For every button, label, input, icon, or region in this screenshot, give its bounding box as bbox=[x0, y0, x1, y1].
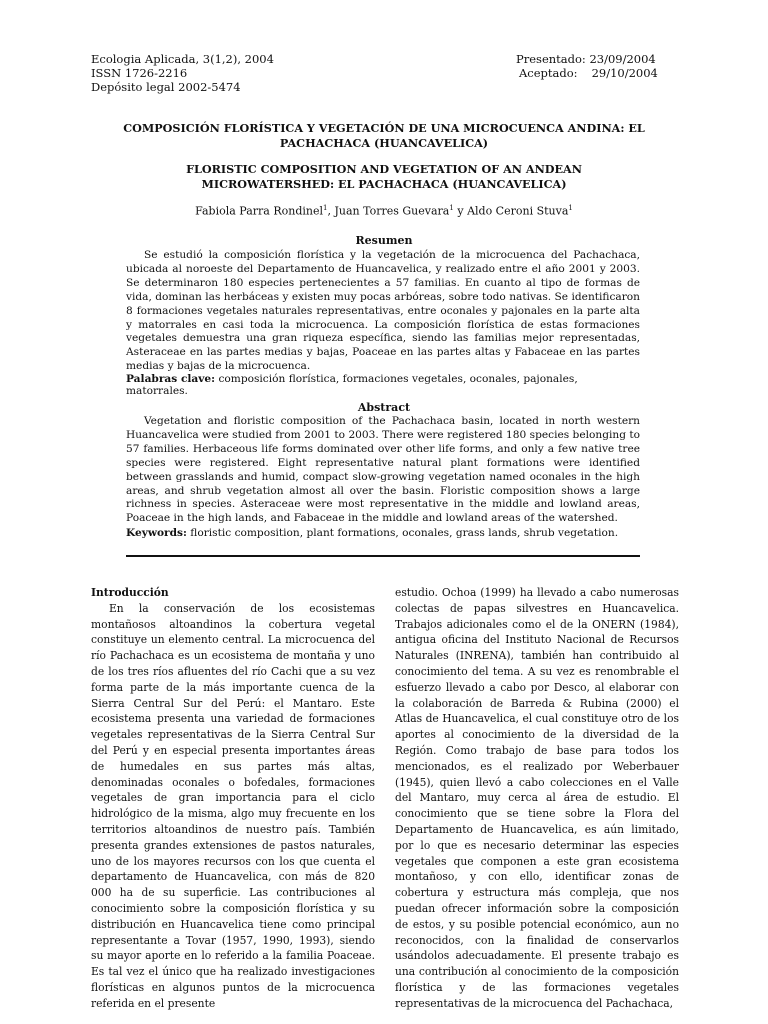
author-separator: y bbox=[453, 204, 468, 218]
issn: ISSN 1726-2216 bbox=[91, 66, 188, 81]
legal-deposit: Depósito legal 2002-5474 bbox=[91, 80, 241, 95]
resumen-text: Se estudió la composición florística y la vegetación de la microcuenca del Pachachaca, ubicada al noroeste del Departamento de Huancavelica, y realizado entre el año 2001 y 2003. Se determinaron 180 especies pertenecientes a 57 familias. En cuanto al tipo de formas de vida, dominan las herbáceas y existen muy pocas arbóreas, sobre todo nativas. Se identificaron 8 formaciones vegetales naturales representativas, entre oconales y pajonales en la parte alta y matorrales en casi toda la microcuenca. La composición florística de estas formaciones vegetales demuestra una gran riqueza específica, siendo las familias mejor representadas, Asteraceae en las partes medias y bajas, Poaceae en las partes altas y Fabaceae en las partes medias y bajas de la microcuenca. bbox=[126, 249, 640, 373]
journal-info bbox=[91, 52, 274, 95]
abstract-text: Vegetation and floristic composition of the Pachachaca basin, located in north western Huancavelica were studied from 2001 to 2003. There were registered 180 species belonging to 57 families. Herbaceous life forms dominated over other life forms, and only a few native tree species were registered. Eight representative natural plant formations were identified between grasslands and humid, compact slow-growing vegetation named oconales in the high areas, and shrub vegetation almost all over the basin. Floristic composition shows a large richness in species. Asteraceae were most representative in the middle and lowland areas, Poaceae in the high lands, and Fabaceae in the middle and lowland areas of the watershed. bbox=[126, 415, 640, 525]
title-spanish: COMPOSICIÓN FLORÍSTICA Y VEGETACIÓN DE UNA MICROCUENCA ANDINA: EL PACHACHACA (HUANCAVELICA) bbox=[123, 121, 645, 150]
accepted-date: 29/10/2004 bbox=[591, 66, 658, 81]
presented-label: Presentado: bbox=[516, 52, 586, 66]
author-2: Juan Torres Guevara bbox=[334, 204, 450, 218]
accepted-line bbox=[516, 66, 658, 80]
keywords bbox=[126, 527, 640, 539]
abstract-body bbox=[126, 415, 640, 526]
accepted-label: Aceptado: bbox=[519, 66, 578, 81]
intro-heading: Introducción bbox=[91, 586, 169, 599]
palabras-clave bbox=[126, 373, 640, 397]
author-1: Fabiola Parra Rondinel bbox=[195, 204, 324, 218]
presented-line bbox=[516, 52, 658, 66]
journal-citation: Ecologia Aplicada, 3(1,2), 2004 bbox=[91, 52, 274, 66]
keywords-text: floristic composition, plant formations, oconales, grass lands, shrub vegetation. bbox=[186, 527, 619, 539]
title-english: FLORISTIC COMPOSITION AND VEGETATION OF AN ANDEAN MICROWATERSHED: EL PACHACHACA (HUANCAVELICA) bbox=[186, 162, 582, 191]
resumen-heading: Resumen bbox=[355, 234, 413, 247]
author-3: Aldo Ceroni Stuva bbox=[467, 204, 569, 218]
palabras-clave-label: Palabras clave: bbox=[126, 373, 216, 385]
keywords-label: Keywords: bbox=[126, 527, 187, 539]
intro-left-text: En la conservación de los ecosistemas montañosos altoandinos la cobertura vegetal constituye un elemento central. La microcuenca del río Pachachaca es un ecosistema de montaña y uno de los tres ríos afluentes del río Cachi que a su vez forma parte de la más importante cuenca de la Sierra Central Sur del Perú: el Mantaro. Este ecosistema presenta una variedad de formaciones vegetales representativas de la Sierra Central Sur del Perú y en especial presenta importantes áreas de humedales en sus partes más altas, denominadas oconales o bofedales, formaciones vegetales de gran importancia para el ciclo hidrológico de la misma, algo muy frecuente en los territorios altoandinos de nuestro país. También presenta grandes extensiones de pastos naturales, uno de los mayores recursos con los que cuenta el departamento de Huancavelica, con más de 820 000 ha de su superficie. Las contribuciones al conocimiento sobre la composición florística y su distribución en Huancavelica tiene como principal representante a Tovar (1957, 1990, 1993), siendo su mayor aporte en lo referido a la familia Poaceae. Es tal vez el único que ha realizado investigaciones florísticas en algunos puntos de la microcuenca referida en el presente bbox=[91, 601, 375, 1010]
authors bbox=[120, 204, 648, 218]
dates-info bbox=[516, 52, 658, 80]
affiliation-mark: 1 bbox=[449, 204, 454, 212]
abstract-heading: Abstract bbox=[357, 401, 411, 414]
palabras-clave-text: composición florística, formaciones vegetales, oconales, pajonales, matorrales. bbox=[126, 373, 578, 397]
affiliation-mark: 1 bbox=[568, 204, 573, 212]
intro-paragraph bbox=[91, 601, 375, 1012]
author-separator: , bbox=[327, 204, 335, 218]
intro-right-text: estudio. Ochoa (1999) ha llevado a cabo numerosas colectas de papas silvestres en Huancavelica. Trabajos adicionales como el de la ONERN (1984), antigua oficina del Instituto Nacional de Recursos Naturales (INRENA), también han contribuido al conocimiento del tema. A su vez es renombrable el esfuerzo llevado a cabo por Desco, al elaborar con la colaboración de Barreda & Rubina (2000) el Atlas de Huancavelica, el cual constituye otro de los aportes al conocimiento de la diversidad de la Región. Como trabajo de base para todos los mencionados, es el realizado por Weberbauer (1945), quien llevó a cabo colecciones en el Valle del Mantaro, muy cerca al área de estudio. El conocimiento que se tiene sobre la Flora del Departamento de Huancavelica, es aún limitado, por lo que es necesario determinar las especies vegetales que componen a este gran ecosistema montañoso, y con ello, identificar zonas de cobertura y estructura más compleja, que nos puedan ofrecer información sobre la composición de estos, y su posible potencial económico, aun no reconocidos, con la finalidad de conservarlos usándolos adecuadamente. El presente trabajo es una contribución al conocimiento de la composición florística y de las formaciones vegetales representativas de la microcuenca del Pachachaca, bbox=[395, 586, 679, 1010]
presented-date: 23/09/2004 bbox=[589, 52, 656, 66]
section-divider bbox=[126, 555, 640, 557]
affiliation-mark: 1 bbox=[323, 204, 328, 212]
intro-left-column bbox=[91, 585, 375, 1012]
resumen-body bbox=[126, 249, 640, 374]
intro-right-column bbox=[395, 585, 679, 1012]
